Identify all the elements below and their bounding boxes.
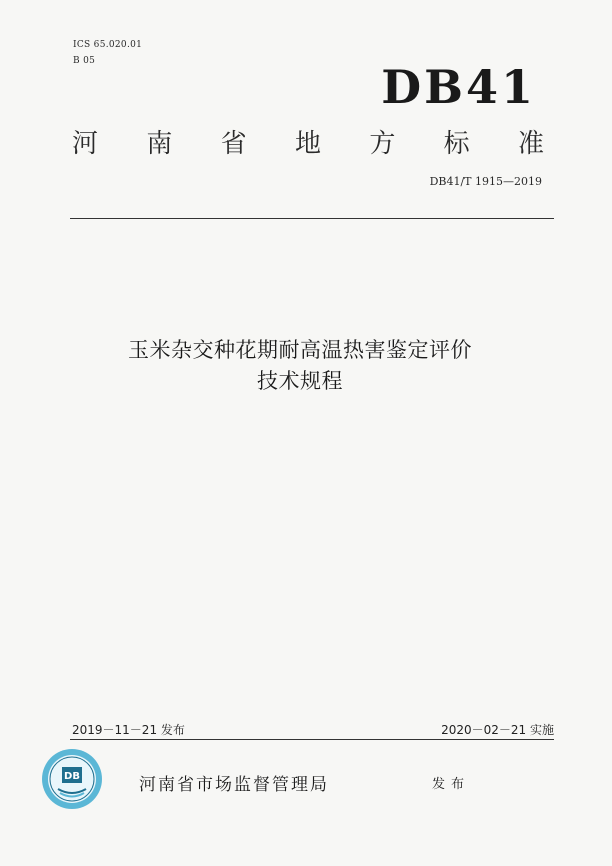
document-title-line-2: 技术规程 — [257, 369, 343, 393]
standard-type — [72, 123, 544, 160]
standard-number: DB41/T 1915—2019 — [429, 175, 542, 188]
standard-type-char: 省 — [220, 129, 247, 159]
standard-type-char: 准 — [517, 129, 544, 159]
standard-type-char: 方 — [369, 129, 396, 159]
ics-code: ICS 65.020.01 — [73, 40, 143, 50]
standard-type-char: 地 — [294, 129, 321, 159]
emblem-text: DB — [64, 771, 80, 782]
db-mark: DB41 — [381, 60, 536, 114]
ccs-code: B 05 — [73, 56, 96, 66]
issue-date: 2019－11－21 发布 — [72, 723, 185, 737]
standard-type-char: 标 — [443, 129, 470, 159]
header-divider — [70, 218, 554, 219]
issuing-authority: 河南省市场监督管理局 — [139, 775, 329, 795]
standard-type-char: 河 — [72, 129, 99, 159]
standard-type-char: 南 — [146, 129, 173, 159]
footer-divider — [70, 739, 554, 740]
document-title-line-1: 玉米杂交种花期耐高温热害鉴定评价 — [128, 338, 472, 362]
implementation-date: 2020－02－21 实施 — [441, 723, 554, 737]
issuer-emblem-icon — [40, 747, 104, 811]
publish-label: 发布 — [432, 777, 471, 792]
